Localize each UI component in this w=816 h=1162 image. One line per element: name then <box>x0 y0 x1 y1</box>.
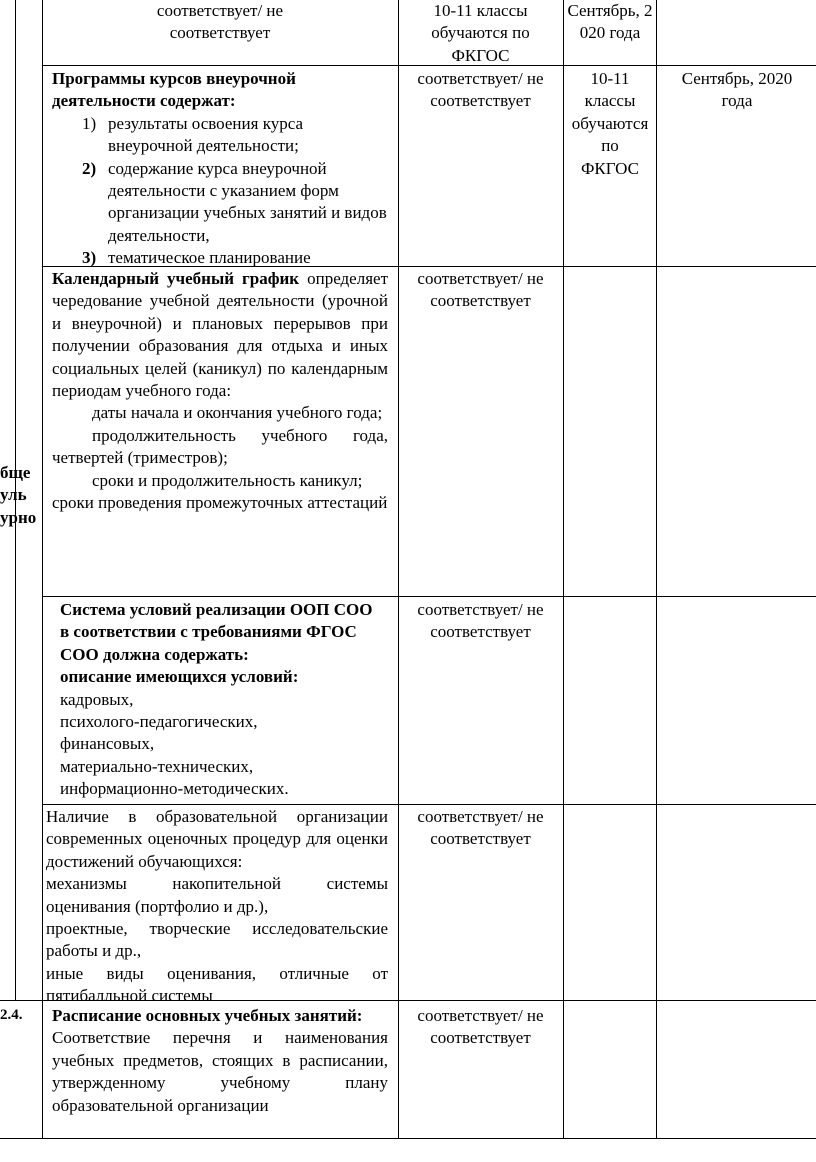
list-item: сроки и продолжительность каникул; <box>92 470 363 490</box>
grid-line <box>563 0 564 1138</box>
programs-status: соответствует/ не соответствует <box>417 69 544 111</box>
list-item: материально-технических, <box>60 756 254 776</box>
list-text: результаты освоения курса внеурочной деятельности; <box>108 113 304 156</box>
programs-classes-cell <box>566 68 654 180</box>
assessment-status-cell <box>400 806 561 851</box>
grid-line <box>42 804 816 805</box>
assessment-cell <box>46 806 388 1008</box>
schedule-status: соответствует/ не соответствует <box>417 1006 544 1048</box>
grid-line <box>656 0 657 1138</box>
header-classes-cell <box>400 0 561 67</box>
side-label-line: бще <box>0 463 31 482</box>
programs-title-text: Программы курсов внеурочной деятельности содержат <box>52 69 296 111</box>
list-item: информационно-методических. <box>60 779 289 799</box>
programs-status-cell <box>400 68 561 113</box>
list-item: механизмы накопительной системы оценивания (портфолио и др.), <box>46 874 388 916</box>
programs-date: Сентябрь, 2020 года <box>681 69 793 111</box>
calendar-status-cell <box>400 268 561 313</box>
schedule-title: Расписание основных учебных занятий: <box>52 1006 363 1025</box>
list-number: 3) <box>82 248 97 268</box>
list-text: содержание курса внеурочной деятельности с указанием форм организации учебных занятий и видов деятельности, <box>108 158 387 245</box>
calendar-cell <box>52 268 388 514</box>
side-label-line: уль <box>0 485 27 505</box>
schedule-status-cell <box>400 1005 561 1050</box>
calendar-status: соответствует/ не соответствует <box>417 269 544 311</box>
list-item: проектные, творческие исследовательские работы и др., <box>46 919 388 961</box>
grid-line <box>0 1138 816 1139</box>
assessment-intro: Наличие в образовательной организации современных оценочных процедур для оценки достижений обучающихся: <box>46 807 388 871</box>
list-item: даты начала и окончания учебного года; <box>92 403 383 423</box>
grid-line <box>42 596 816 597</box>
calendar-paragraph <box>52 268 388 402</box>
list-item: финансовых, <box>60 734 155 754</box>
calendar-body: определяет чередование учебной деятельности (урочной и внеурочной) и плановых перерывов при получении образования для отдыха и иных социальных целей (каникул) по календарным периодам учебного года: <box>52 269 389 401</box>
list-number: 1) <box>82 113 97 133</box>
programs-date-cell <box>658 68 816 113</box>
assessment-status: соответствует/ не соответствует <box>417 807 544 849</box>
schedule-body: Соответствие перечня и наименования учебных предметов, стоящих в расписании, утвержденному учебному плану образовательной организации <box>52 1028 388 1115</box>
header-date: Сентябрь, 2020 года <box>567 1 653 43</box>
list-item: продолжительность учебного года, четвертей (триместров); <box>52 425 388 468</box>
side-label-line: урно <box>0 507 37 527</box>
conditions-subtitle: описание имеющихся условий: <box>60 667 299 687</box>
grid-line <box>42 0 43 1138</box>
list-item <box>52 247 388 269</box>
programs-cell <box>52 68 388 270</box>
conditions-cell <box>60 599 380 801</box>
list-item: психолого-педагогических, <box>60 712 258 732</box>
list-item: сроки проведения промежуточных аттестаций <box>52 493 388 513</box>
list-item: иные виды оценивания, отличные от пятибалльной системы <box>46 963 388 1006</box>
schedule-number: 2.4. <box>0 1007 23 1023</box>
header-status: соответствует/ не соответствует <box>156 1 284 43</box>
programs-title: Программы курсов внеурочной деятельности содержат: <box>52 69 296 111</box>
list-item <box>52 158 388 248</box>
programs-classes: 10-11 классы обучаются по ФКГОС <box>571 69 649 178</box>
grid-line <box>398 0 399 1138</box>
conditions-title: Система условий реализации ООП СОО в соответствии с требованиями ФГОС СОО должна содержать: <box>60 600 373 664</box>
calendar-title: Календарный учебный график <box>52 269 300 288</box>
list-item <box>52 113 388 158</box>
conditions-status: соответствует/ не соответствует <box>417 600 544 642</box>
side-section-label <box>0 462 36 529</box>
header-classes: 10-11 классы обучаются по ФКГОС <box>431 1 530 65</box>
schedule-cell <box>52 1005 388 1117</box>
conditions-status-cell <box>400 599 561 644</box>
list-item: кадровых, <box>60 689 134 709</box>
programs-list <box>52 113 388 270</box>
header-date-cell <box>566 0 654 45</box>
list-text: тематическое планирование <box>108 248 311 268</box>
list-number: 2) <box>82 158 97 178</box>
header-status-cell <box>44 0 396 45</box>
